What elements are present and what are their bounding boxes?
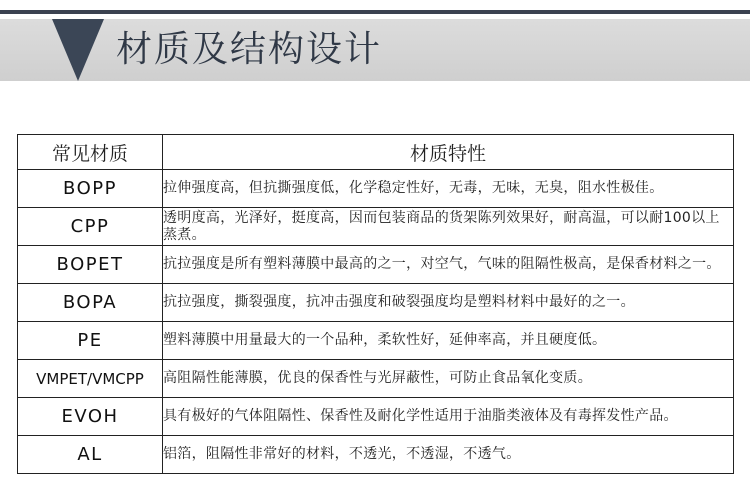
material-cell: CPP xyxy=(18,208,163,246)
material-cell: EVOH xyxy=(18,398,163,436)
material-table xyxy=(17,134,734,474)
page-title: 材质及结构设计 xyxy=(116,29,383,70)
material-cell: PE xyxy=(18,322,163,360)
property-cell: 透明度高，光泽好，挺度高，因而包装商品的货架陈列效果好，耐高温，可以耐100以上蒸煮。 xyxy=(163,208,734,246)
material-cell: VMPET/VMCPP xyxy=(18,360,163,398)
table-row xyxy=(18,360,734,398)
header-property: 材质特性 xyxy=(163,135,734,170)
top-rule xyxy=(0,10,750,14)
table-row xyxy=(18,322,734,360)
property-cell: 具有极好的气体阻隔性、保香性及耐化学性适用于油脂类液体及有毒挥发性产品。 xyxy=(163,398,734,436)
property-cell: 抗拉强度，撕裂强度，抗冲击强度和破裂强度均是塑料材料中最好的之一。 xyxy=(163,284,734,322)
table-row xyxy=(18,436,734,474)
table-row xyxy=(18,246,734,284)
property-cell: 高阻隔性能薄膜，优良的保香性与光屏蔽性，可防止食品氧化变质。 xyxy=(163,360,734,398)
table-row xyxy=(18,170,734,208)
material-cell: AL xyxy=(18,436,163,474)
material-cell: BOPET xyxy=(18,246,163,284)
material-cell: BOPP xyxy=(18,170,163,208)
property-cell: 抗拉强度是所有塑料薄膜中最高的之一，对空气，气味的阻隔性极高，是保香材料之一。 xyxy=(163,246,734,284)
property-cell: 铝箔，阻隔性非常好的材料，不透光，不透湿，不透气。 xyxy=(163,436,734,474)
material-cell: BOPA xyxy=(18,284,163,322)
table-row xyxy=(18,398,734,436)
table-row xyxy=(18,284,734,322)
chevron-icon xyxy=(52,19,104,81)
table-header-row xyxy=(18,135,734,170)
property-cell: 塑料薄膜中用量最大的一个品种，柔软性好，延伸率高，并且硬度低。 xyxy=(163,322,734,360)
table-row xyxy=(18,208,734,246)
property-cell: 拉伸强度高，但抗撕强度低，化学稳定性好，无毒，无味，无臭，阻水性极佳。 xyxy=(163,170,734,208)
header-material: 常见材质 xyxy=(18,135,163,170)
